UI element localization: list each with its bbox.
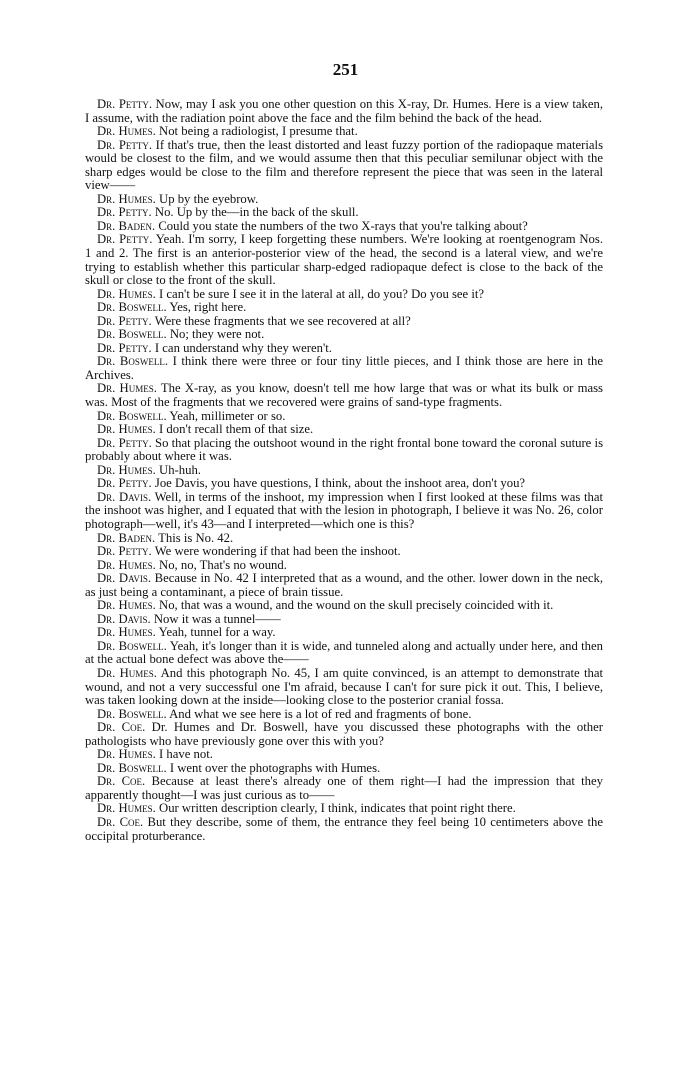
speech-text: Our written description clearly, I think, indicates that point right there. (159, 801, 516, 816)
transcript-paragraph (85, 491, 603, 532)
speech-text: I have not. (159, 747, 213, 762)
speech-text: No, no, That's no wound. (159, 557, 287, 572)
speaker-name: Dr. Humes. (97, 598, 156, 613)
speaker-name: Dr. Humes. (97, 191, 156, 206)
speaker-name: Dr. Coe. (97, 814, 144, 829)
speaker-name: Dr. Petty. (97, 340, 152, 355)
speaker-name: Dr. Petty. (97, 205, 152, 220)
speaker-name: Dr. Humes. (97, 557, 156, 572)
transcript-paragraph (85, 193, 603, 207)
transcript-paragraph (85, 762, 603, 776)
speaker-name: Dr. Petty. (97, 313, 152, 328)
speech-text: Up by the eyebrow. (159, 191, 259, 206)
transcript-paragraph (85, 355, 603, 382)
speech-text: Uh-huh. (159, 462, 201, 477)
transcript-paragraph (85, 464, 603, 478)
transcript-paragraph (85, 125, 603, 139)
speech-text: Yeah, tunnel for a way. (158, 625, 276, 640)
speech-text: Yes, right here. (169, 300, 247, 315)
speaker-name: Dr. Boswell. (97, 706, 167, 721)
speech-text: Because in No. 42 I interpreted that as a wound, and the other. lower down in the neck, as just being a contaminant, a piece of brain tissue. (85, 571, 604, 599)
transcript-paragraph (85, 220, 603, 234)
speech-text: No; they were not. (169, 327, 265, 342)
speaker-name: Dr. Boswell. (97, 760, 167, 775)
speaker-name: Dr. Petty. (97, 232, 153, 247)
transcript-paragraph (85, 382, 603, 409)
transcript-paragraph (85, 626, 603, 640)
speech-text: No. Up by the—in the back of the skull. (154, 205, 359, 220)
speech-text: And this photograph No. 45, I am quite convinced, is an attempt to demonstrate that wound, and not a very successful one I'm afraid, because I can't for sure pick it out. This, I believe, was taken looking down at the inside—looking close to the posterior cranial fossa. (85, 665, 603, 708)
speaker-name: Dr. Boswell. (97, 327, 167, 342)
transcript-paragraph (85, 328, 603, 342)
speech-text: This is No. 42. (158, 530, 234, 545)
speaker-name: Dr. Humes. (97, 462, 156, 477)
speech-text: Not being a radiologist, I presume that. (159, 124, 358, 139)
speech-text: Could you state the numbers of the two X-rays that you're talking about? (158, 218, 528, 233)
transcript-paragraph (85, 816, 603, 843)
transcript-paragraph (85, 708, 603, 722)
speech-text: I can't be sure I see it in the lateral at all, do you? Do you see it? (159, 286, 485, 301)
speaker-name: Dr. Boswell. (97, 300, 167, 315)
speaker-name: Dr. Humes. (97, 124, 156, 139)
page-number: 251 (332, 60, 359, 79)
transcript-paragraph (85, 640, 603, 667)
transcript-paragraph (85, 559, 603, 573)
speaker-name: Dr. Humes. (97, 286, 156, 301)
speech-text: Dr. Humes and Dr. Boswell, have you discussed these photographs with the other pathologists who have previously gone over this with you? (85, 720, 603, 748)
transcript-paragraph (85, 532, 603, 546)
transcript-paragraph (85, 206, 603, 220)
speaker-name: Dr. Davis. (97, 489, 152, 504)
transcript-paragraph (85, 437, 603, 464)
speaker-name: Dr. Petty. (97, 435, 152, 450)
transcript-paragraph (85, 315, 603, 329)
speech-text: Joe Davis, you have questions, I think, about the inshoot area, don't you? (154, 476, 526, 491)
transcript-body (85, 98, 603, 843)
transcript-paragraph (85, 748, 603, 762)
speaker-name: Dr. Petty. (97, 544, 152, 559)
transcript-paragraph (85, 423, 603, 437)
speaker-name: Dr. Boswell. (97, 408, 167, 423)
speech-text: Yeah. I'm sorry, I keep forgetting these numbers. We're looking at roentgenogram Nos. 1 and 2. The first is an anterior-posterior view of the head, the second is a lateral view, and we're trying to establish whether this particular sharp-edged radiopaque defect is close to the back of the skull or close to the front of the skull. (85, 232, 604, 288)
speech-text: Yeah, millimeter or so. (169, 408, 286, 423)
transcript-paragraph (85, 98, 603, 125)
transcript-paragraph (85, 572, 603, 599)
speaker-name: Dr. Humes. (97, 665, 157, 680)
speech-text: Yeah, it's longer than it is wide, and tunneled along and actually under here, and then at the actual bone defect was above the—— (85, 638, 604, 667)
speaker-name: Dr. Petty. (97, 137, 153, 152)
speech-text: No, that was a wound, and the wound on the skull precisely coincided with it. (159, 598, 554, 613)
speaker-name: Dr. Petty. (97, 97, 153, 111)
speech-text: I think there were three or four tiny little pieces, and I think those are here in the Archives. (85, 354, 604, 382)
speech-text: But they describe, some of them, the entrance they feel being 10 centimeters above the occipital proturberance. (85, 814, 604, 843)
speaker-name: Dr. Baden. (97, 530, 156, 545)
speech-text: Because at least there's already one of them right—I had the impression that they apparently thought—I was just curious as to—— (85, 774, 603, 802)
transcript-paragraph (85, 775, 603, 802)
speech-text: If that's true, then the least distorted and least fuzzy portion of the radiopaque materials would be closest to the film, and we would assume then that this peculiar semilunar object with the sharp edges would be close to the film and therefore represent the piece that was seen in the lateral view—— (85, 137, 604, 193)
transcript-paragraph (85, 721, 603, 748)
speaker-name: Dr. Humes. (97, 801, 156, 816)
speaker-name: Dr. Boswell. (97, 638, 167, 653)
transcript-paragraph (85, 301, 603, 315)
transcript-paragraph (85, 802, 603, 816)
speaker-name: Dr. Davis. (97, 571, 152, 586)
speaker-name: Dr. Humes. (97, 625, 156, 640)
speech-text: Now, may I ask you one other question on this X-ray, Dr. Humes. Here is a view taken, I assume, with the radiation point above the face and the film behind the back of the head. (85, 97, 604, 125)
transcript-paragraph (85, 545, 603, 559)
transcript-paragraph (85, 477, 603, 491)
speaker-name: Dr. Coe. (97, 774, 146, 789)
speaker-name: Dr. Coe. (97, 720, 146, 735)
speaker-name: Dr. Baden. (97, 218, 156, 233)
speaker-name: Dr. Petty. (97, 476, 152, 491)
speech-text: So that placing the outshoot wound in the right frontal bone toward the coronal suture is probably about where it was. (85, 435, 604, 464)
transcript-paragraph (85, 233, 603, 287)
transcript-paragraph (85, 667, 603, 708)
speaker-name: Dr. Davis. (97, 611, 151, 626)
speech-text: Well, in terms of the inshoot, my impression when I first looked at these films was that the inshoot was higher, and I equated that with the lesion in photograph, I believe it was No. 26, color photograph—well, it's 43—and I interpreted—which one is this? (85, 489, 604, 531)
transcript-paragraph (85, 288, 603, 302)
transcript-paragraph (85, 613, 603, 627)
speech-text: And what we see here is a lot of red and fragments of bone. (169, 706, 472, 721)
speech-text: Now it was a tunnel—— (153, 611, 281, 626)
transcript-paragraph (85, 139, 603, 193)
speech-text: Were these fragments that we see recovered at all? (154, 313, 411, 328)
speaker-name: Dr. Humes. (97, 381, 157, 396)
speech-text: I don't recall them of that size. (159, 422, 314, 437)
speech-text: I can understand why they weren't. (154, 340, 332, 355)
transcript-paragraph (85, 410, 603, 424)
transcript-paragraph (85, 599, 603, 613)
speaker-name: Dr. Boswell. (97, 354, 169, 369)
speaker-name: Dr. Humes. (97, 747, 156, 762)
speech-text: We were wondering if that had been the inshoot. (154, 544, 401, 559)
speaker-name: Dr. Humes. (97, 422, 156, 437)
speech-text: The X-ray, as you know, doesn't tell me how large that was or what its bulk or mass was. Most of the fragments that we recovered were grains of sand-type fragments. (85, 381, 603, 410)
transcript-paragraph (85, 342, 603, 356)
speech-text: I went over the photographs with Humes. (169, 760, 381, 775)
